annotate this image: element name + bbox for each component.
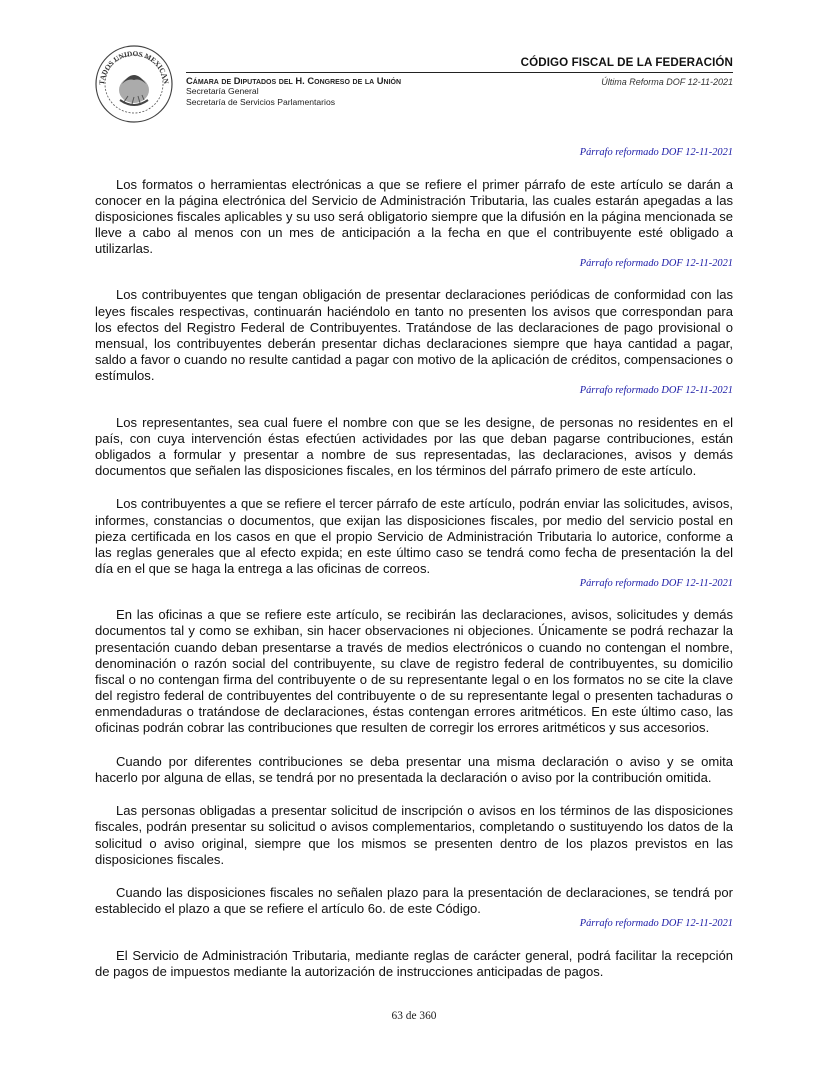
header-divider [186, 72, 733, 73]
paragraph: En las oficinas a que se refiere este artículo, se recibirán las declaraciones, avisos, solicitudes y demás documentos tal y como se exhiban, sin hacer observaciones ni objeciones. Únicamente se podrá rechazar la presentación cuando deban presentarse a través de medios electrónicos o cuando no contengan el nombre, denominación o razón social del contribuyente, su clave de registro federal de contribuyentes, su domicilio fiscal o no contengan firma del contribuyente o de su representante legal o en los formatos no se cite la clave del registro federal de contribuyentes del contribuyente o de su representante legal o presenten tachaduras o enmendaduras o tratándose de declaraciones, éstas contengan errores aritméticos. En este último caso, las oficinas podrán cobrar las contribuciones que resulten de corregir los errores aritméticos y sus accesorios. [95, 607, 733, 736]
reform-note: Párrafo reformado DOF 12-11-2021 [579, 385, 733, 397]
institution-servicios: Secretaría de Servicios Parlamentarios [186, 96, 336, 107]
paragraph: Las personas obligadas a presentar solicitud de inscripción o avisos en los términos de las disposiciones fiscales, podrán presentar su solicitud o avisos complementarios, completando o sustituyendo los datos de la solicitud o aviso original, siempre que los mismos se presenten dentro de los plazos previstos en las disposiciones fiscales. [95, 803, 733, 867]
paragraph: El Servicio de Administración Tributaria, mediante reglas de carácter general, podrá facilitar la recepción de pagos de impuestos mediante la autorización de instrucciones anticipadas de pagos. [95, 947, 733, 979]
paragraph: Cuando por diferentes contribuciones se deba presentar una misma declaración o aviso y se omita hacerlo por alguna de ellas, se tendrá por no presentada la declaración o aviso por la contribución omitida. [95, 753, 733, 785]
institution-secretaria: Secretaría General [186, 86, 259, 97]
page-number: 63 de 360 [391, 1010, 437, 1022]
institution-block [186, 76, 401, 107]
paragraph: Los formatos o herramientas electrónicas a que se refiere el primer párrafo de este artículo se darán a conocer en la página electrónica del Servicio de Administración Tributaria, las cuales estarán apegadas a las disposiciones fiscales aplicables y su uso será obligatorio siempre que la difusión en la página mencionada se lleve a cabo al menos con un mes de anticipación a la fecha en que el contribuyente esté obligado a utilizarlas. [95, 176, 733, 256]
paragraph: Los contribuyentes que tengan obligación de presentar declaraciones periódicas de conformidad con las leyes fiscales respectivas, continuarán haciéndolo en tanto no presenten los avisos que correspondan para los efectos del Registro Federal de Contribuyentes. Tratándose de las declaraciones de pago provisional o mensual, los contribuyentes deberán presentar dichas declaraciones siempre que haya cantidad a pagar, saldo a favor o cuando no resulte cantidad a pagar con motivo de la aplicación de créditos, compensaciones o estímulos. [95, 287, 733, 383]
paragraph: Cuando las disposiciones fiscales no señalen plazo para la presentación de declaraciones, se tendrá por establecido el plazo a que se refiere el artículo 6o. de este Código. [95, 885, 733, 917]
institution-name: Cámara de Diputados del H. Congreso de la Unión [186, 75, 402, 86]
reform-note: Párrafo reformado DOF 12-11-2021 [579, 577, 733, 589]
reform-note: Párrafo reformado DOF 12-11-2021 [579, 918, 733, 930]
document-title: CÓDIGO FISCAL DE LA FEDERACIÓN [520, 56, 733, 69]
reform-note: Párrafo reformado DOF 12-11-2021 [579, 257, 733, 269]
national-seal-logo [94, 44, 174, 124]
paragraph: Los representantes, sea cual fuere el nombre con que se les designe, de personas no residentes en el país, con cuya intervención éstas efectúen actividades por las que deban pagarse contribuciones, están obligados a formular y presentar a nombre de sus representadas, las declaraciones, avisos y demás documentos que señalen las disposiciones fiscales, en los términos del párrafo primero de este artículo. [95, 414, 733, 478]
last-reform-date: Última Reforma DOF 12-11-2021 [601, 77, 733, 87]
paragraph: Los contribuyentes a que se refiere el tercer párrafo de este artículo, podrán enviar las solicitudes, avisos, informes, constancias o documentos, que exijan las disposiciones fiscales, por medio del servicio postal en pieza certificada en los casos en que el propio Servicio de Administración Tributaria lo autorice, conforme a las reglas generales que al efecto expida; en este último caso se tendrá como fecha de presentación la del día en el que se haga la entrega a las oficinas de correos. [95, 496, 733, 576]
seal-text: TADOS UNIDOS MEXICAN [97, 49, 170, 86]
reform-note: Párrafo reformado DOF 12-11-2021 [579, 147, 733, 158]
document-body [95, 146, 733, 980]
